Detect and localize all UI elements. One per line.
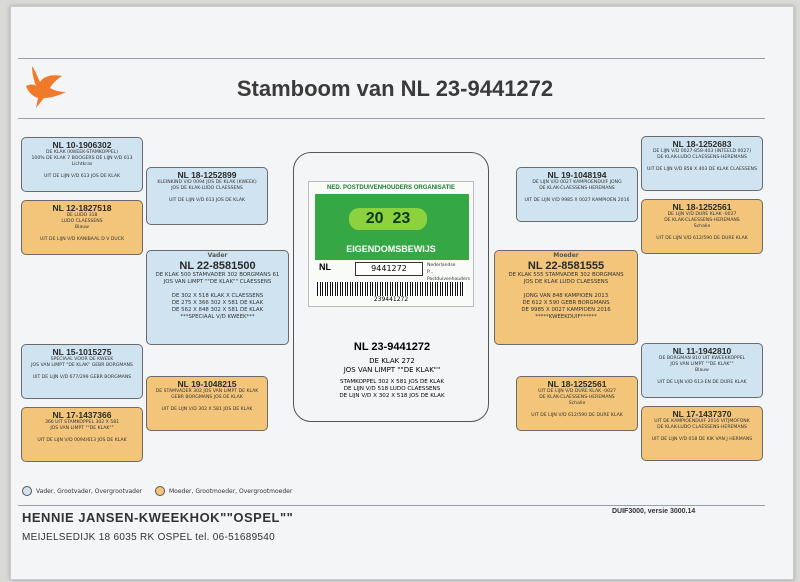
note-line: DE KLAK-LUDO CLAESSENS-HEREMANS (657, 155, 747, 160)
top-rule (18, 58, 765, 59)
ancestor-pm[interactable] (146, 376, 268, 431)
ancestor-mother[interactable] (494, 250, 638, 345)
ring-number: NL 15-1015275 (52, 347, 112, 357)
legend-female-label: Moeder, Grootmoeder, Overgrootmoeder (169, 487, 293, 495)
note-line: DE KLAK 500 STAMVADER 302 BORGMANS 61 (155, 272, 280, 278)
note-line: DE KLAK-CLAESSENS-HEREMANS (664, 218, 740, 223)
note-line: 366 UIT STAMKOPPEL 302 X 581 (44, 420, 120, 425)
note-line: DE LUDO 318 (66, 213, 98, 218)
ring-number: NL 12-1827518 (52, 203, 112, 213)
note-line: UIT DE LIJN V/D 612/590 DE DURE KLAK (531, 413, 623, 418)
note-line: JONG VAN 848 KAMPIOEN 2013 (523, 293, 609, 299)
ancestor-mmm[interactable] (641, 406, 763, 461)
ring-number: NL 22-8581500 (179, 260, 256, 272)
note-line: SPECIAAL VOOR DE KWEEK (50, 357, 114, 362)
note-line: GEBR BORGMANS JOS DE KLAK (171, 395, 243, 400)
note-line: DE STAMVADER 302 JOS VAN LIMPT DE KLAK (155, 389, 259, 394)
card-side-text: Nederlandse P... Postduivenhouders (427, 263, 470, 282)
barcode (317, 282, 465, 296)
note-line: DE LIJN V/D 0027 KAMPIOENDUIF JONG (532, 180, 622, 185)
card-number: 9441272 (355, 262, 423, 276)
note-line: DE BORGMAN 810 UIT KWEEKKOPPEL (658, 356, 746, 361)
note-line: DE 562 X 848 302 X 581 DE KLAK (171, 307, 264, 313)
note-line: UIT DE LIJN V/D 858 X 403 DE KLAK CLAESSENS (647, 167, 757, 172)
note-line: UIT DE KAMPIOENDUIF 2016 VITJMOFONK (654, 419, 750, 424)
note-line: Blauw (75, 225, 89, 230)
note-line: DE 302 X 518 KLAK X CLAESSENS (171, 293, 264, 299)
note-line: UIT DE LIJN V/D KANIBAAL D V DUCK (40, 237, 124, 242)
note-line: DE KLAK-CLAESSENS-HEREMANS (539, 186, 615, 191)
ring-number: NL 10-1906302 (52, 140, 112, 150)
note-line: JOS VAN LIMPT ""DE KLAK"" (50, 426, 114, 431)
barcode-number: 239441272 (373, 296, 409, 303)
note-line: DE LIJN V/D DURE KLAK -0027 (667, 212, 737, 217)
card-subtitle: EIGENDOMSBEWIJS (346, 244, 436, 254)
note-line: UIT DE LIJN V/D 302 X 581 JOS DE KLAK (161, 407, 253, 412)
ancestor-father[interactable] (146, 250, 289, 345)
ring-number: NL 11-1942810 (672, 346, 732, 356)
ring-number: NL 19-1048215 (177, 379, 237, 389)
note-line: DE KLAK-LUDO CLAESSENS-HEREMANS (657, 425, 747, 430)
note-line: *****KWEEKDUIF****** (535, 314, 597, 320)
ancestor-pmp[interactable] (21, 344, 143, 399)
ring-number: NL 18-1252899 (177, 170, 237, 180)
role-label: Vader (207, 252, 228, 259)
note-line: UIT DE LIJN V/D DURE KLAK -0027 (538, 389, 616, 394)
ancestor-mmp[interactable] (641, 343, 763, 398)
note-line: UIT DE LIJN V/D 613 JOS DE KLAK (168, 198, 246, 203)
note-line: UIT DE LIJN V/D 9985 X 0027 KAMPIOEN 2016 (524, 198, 630, 203)
ring-number: NL 18-1252683 (672, 139, 732, 149)
note-line: JOS DE KLAK LUDO CLAESSENS (523, 279, 609, 285)
ring-card (308, 181, 474, 307)
note-line: KLEINKIND V/D 0094 JOS DE KLAK (KWEEK) (157, 180, 257, 185)
ancestor-pp[interactable] (146, 167, 268, 225)
note-line: UIT DE LIJN V/D 677/299 GEBR BORGMANS (32, 375, 132, 380)
page-title: Stamboom van NL 23-9441272 (236, 76, 554, 101)
note-line: Blauw (695, 368, 709, 373)
note-line: JOS VAN LIMPT ""DE KLAK"" (670, 362, 734, 367)
male-color-swatch (22, 486, 32, 496)
female-color-swatch (155, 486, 165, 496)
footer-rule (18, 505, 765, 506)
note-line: UIT DE LIJN V/D 613 JOS DE KLAK (43, 174, 121, 179)
ancestor-mpm[interactable] (641, 199, 763, 254)
note-line: UIT DE LIJN V/D 612/590 DE DURE KLAK (656, 236, 748, 241)
note-line: UIT DE LIJN V/D 018 DE KIK VAN J HERMANS (651, 437, 753, 442)
breeder-name: HENNIE JANSEN-KWEEKHOK""OSPEL"" (22, 510, 294, 525)
note-line: UIT DE LIJN V/D 0094/613 JOS DE KLAK (37, 438, 127, 443)
note-line: DE LIJN V/D 0027-858-403 (INTEELD 0027) (653, 149, 751, 154)
note-line: DE KLAK 555 STAMVADER 302 BORGMANS (508, 272, 624, 278)
ring-number: NL 18-1252561 (547, 379, 607, 389)
title-rule (18, 118, 765, 119)
subject-details (294, 357, 490, 400)
note-line: JOS VAN LIMPT ""DE KLAK"" CLAESSENS (163, 279, 272, 285)
ring-number: NL 17-1437366 (52, 410, 112, 420)
ring-number: NL 17-1437370 (672, 409, 732, 419)
role-label: Moeder (553, 252, 579, 259)
ancestor-pmm[interactable] (21, 407, 143, 462)
ring-number: NL 18-1252561 (672, 202, 732, 212)
subject-name: DE KLAK 272 (369, 357, 415, 365)
note-line: STAMKOPPEL 302 X 581 JOS DE KLAK (339, 379, 445, 385)
note-line: 100% DE KLAK 7 BOOGERS DE LIJN V/D 613 (31, 156, 133, 161)
subject-ring: NL 23-9441272 (353, 341, 431, 353)
ancestor-mm[interactable] (516, 376, 638, 431)
ancestor-mp[interactable] (516, 167, 638, 222)
card-country: NL (319, 262, 331, 272)
note-line (495, 286, 637, 293)
note-line: Schalie (693, 224, 711, 229)
note-line: DE 275 X 366 302 X 581 DE KLAK (171, 300, 264, 306)
software-version: DUIF3000, versie 3000.14 (612, 508, 696, 515)
ancestor-ppm[interactable] (21, 200, 143, 255)
subject-owner: JOS VAN LIMPT ""DE KLAK"" (343, 366, 441, 374)
note-line: JOS VAN LIMPT "DE KLAK" GEBR BORGMANS (31, 363, 133, 368)
note-line: ***SPECIAAL V/D KWEEK*** (180, 314, 255, 320)
subject-panel (293, 152, 489, 422)
note-line: Lichtkras (71, 162, 93, 167)
note-line: UIT DE LIJN V/D 613-EN DE DURE KLAK (657, 380, 747, 385)
note-line: DE 612 X 590 GEBR BORGMANS (522, 300, 610, 306)
ring-number: NL 19-1048194 (547, 170, 607, 180)
note-line: Schalie (568, 401, 586, 406)
ancestor-mpp[interactable] (641, 136, 763, 191)
legend-female (155, 486, 292, 496)
breeder-address: MEIJELSEDIJK 18 6035 RK OSPEL tel. 06-51689540 (22, 532, 276, 543)
note-line: LUDO CLAESSENS (61, 219, 103, 224)
note-line (147, 286, 288, 293)
note-line: JOS DE KLAK-LUDO CLAESSENS (171, 186, 243, 191)
note-line: DE KLAK-CLAESSENS-HEREMANS (539, 395, 615, 400)
note-line: DE LIJN V/D X 302 X 518 JOS DE KLAK (339, 393, 445, 399)
note-line: DE 9985 X 0027 KAMPIOEN 2016 (521, 307, 611, 313)
note-line: DE LIJN V/D 518 LUDO CLAESSENS (343, 386, 441, 392)
card-year: 20 23 (349, 208, 427, 230)
ring-number: NL 22-8581555 (527, 260, 605, 272)
legend-male-label: Vader, Grootvader, Overgrootvader (36, 487, 143, 495)
legend-male (22, 486, 142, 496)
card-header: NED. POSTDUIVENHOUDERS ORGANISATIE (327, 185, 455, 191)
note-line: DE KLAK (KWEEK-STAMKOPPEL) (45, 150, 118, 155)
ancestor-ppp[interactable] (21, 137, 143, 192)
